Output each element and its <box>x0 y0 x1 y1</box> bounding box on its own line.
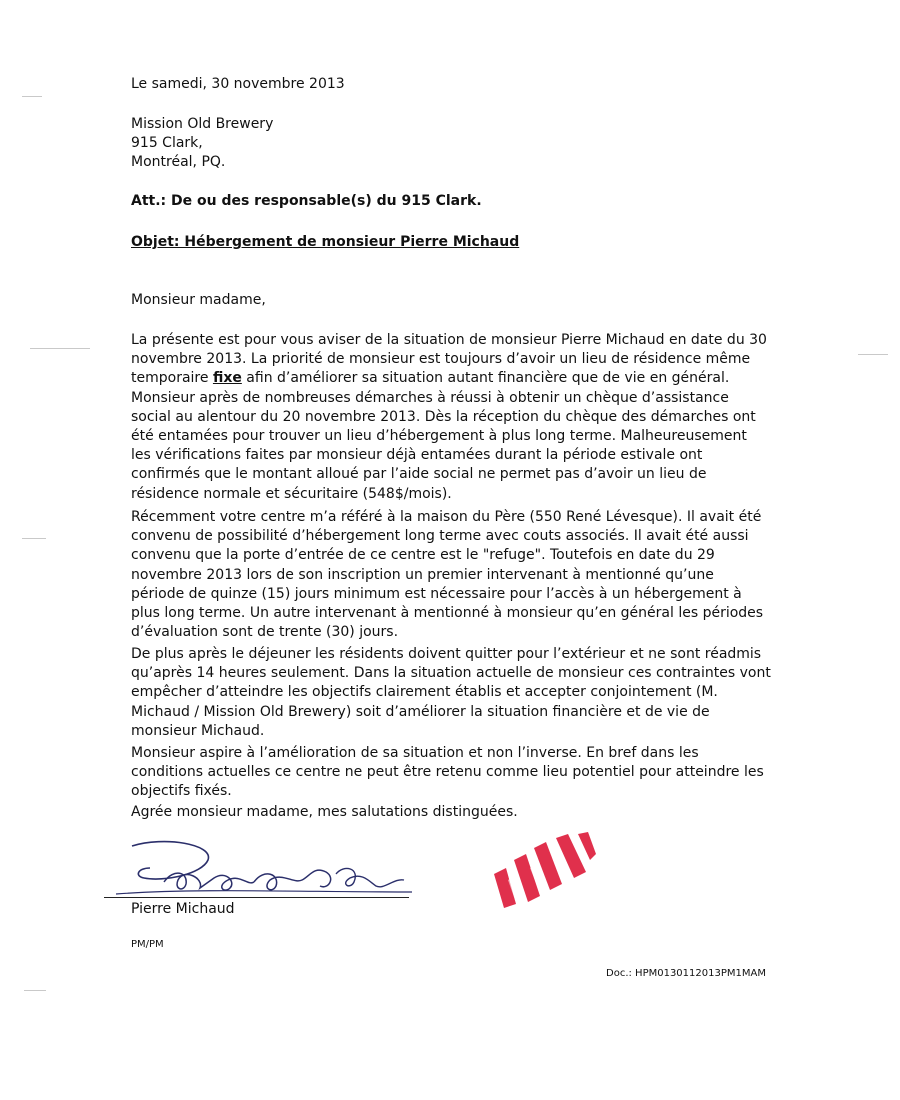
scan-mark <box>24 990 46 991</box>
scan-mark <box>22 538 46 539</box>
paragraph-3-text: De plus après le déjeuner les résidents doivent quitter pour l’extérieur et ne sont réadmis qu’après 14 heures seulement. Dans la situation actuelle de monsieur ces contraintes vont empêcher d’atteindre les objectifs clairement établis et accepter conjointement (M. Michaud / Mission Old Brewery) soit d’améliorer la situation financière et de vie de monsieur Michaud. <box>131 646 771 739</box>
paragraph-2-text: Récemment votre centre m’a référé à la maison du Père (550 René Lévesque). Il avait été convenu de possibilité d’hébergement long terme avec couts associés. Il avait été aussi convenu que la porte d’entrée de ce centre est le "refuge". Toutefois en date du 29 novembre 2013 lors de son inscription un premier intervenant à mentionné qu’une période de quinze (15) jours minimum est nécessaire pour l’accès à un hébergement à plus long terme. Un autre intervenant à mentionné à monsieur qu’en général les périodes d’évaluation sont de trente (30) jours. <box>131 509 764 641</box>
recipient-city: Montréal, PQ. <box>131 154 226 170</box>
body-paragraph-1 <box>131 331 771 504</box>
body-paragraph-4 <box>131 744 771 802</box>
subject-line: Objet: Hébergement de monsieur Pierre Michaud <box>131 234 520 250</box>
signatory-name: Pierre Michaud <box>131 901 235 917</box>
scan-mark <box>858 354 888 355</box>
closing-line: Agrée monsieur madame, mes salutations distinguées. <box>131 804 518 820</box>
paragraph-1-end: afin d’améliorer sa situation autant financière que de vie en général. Monsieur après de nombreuses démarches à réussi à obtenir un chèque d’assistance social au alentour du 20 novembre 2013. Dès la réception du chèque des démarches ont été entamées pour trouver un lieu d’hébergement à plus long terme. Malheureusement les vérifications faites par monsieur déjà entamées durant la période estivale ont confirmés que le montant alloué par l’aide social ne permet pas d’avoir un lieu de résidence normale et sécuritaire (548$/mois). <box>131 370 756 502</box>
paragraph-4-text: Monsieur aspire à l’amélioration de sa situation et non l’inverse. En bref dans les conditions actuelles ce centre ne peut être retenu comme lieu potentiel pour atteindre les objectifs fixés. <box>131 745 764 800</box>
scan-mark <box>30 348 90 349</box>
document-reference: Doc.: HPM0130112013PM1MAM <box>606 968 766 979</box>
salutation: Monsieur madame, <box>131 292 266 308</box>
body-paragraph-2 <box>131 508 771 642</box>
body-paragraph-3 <box>131 645 771 741</box>
attention-line: Att.: De ou des responsable(s) du 915 Clark. <box>131 193 482 209</box>
emphasis-fixe: fixe <box>212 370 242 387</box>
scan-mark <box>22 96 42 97</box>
recipient-name: Mission Old Brewery <box>131 116 274 132</box>
paragraph-1-start: La présente est pour vous aviser de la situation de monsieur Pierre Michaud en date du 30 novembre 2013. La priorité de monsieur est toujours d’avoir un lieu de résidence même temporaire <box>131 332 767 387</box>
letter-date: Le samedi, 30 novembre 2013 <box>131 76 345 92</box>
signature-line <box>104 897 409 898</box>
red-stamp <box>486 830 598 912</box>
recipient-street: 915 Clark, <box>131 135 203 151</box>
initials: PM/PM <box>131 939 164 950</box>
